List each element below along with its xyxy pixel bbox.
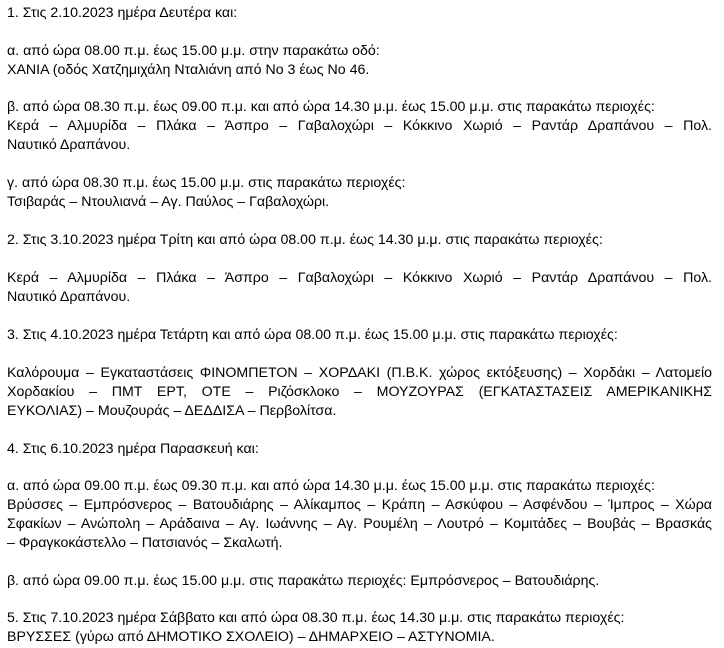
section-1-heading: 1. Στις 2.10.2023 ημέρα Δευτέρα και: bbox=[7, 5, 238, 21]
section-3-heading: 3. Στις 4.10.2023 ημέρα Τετάρτη και από ώρα 08.00 π.μ. έως 15.00 μ.μ. στις παρακάτω περιοχές: bbox=[7, 327, 618, 343]
section-4a-line-3: Σφακίων – Ανώπολη – Αράδαινα – Αγ. Ιωάννης – Αγ. Ρουμέλη – Λουτρό – Κομιτάδες – Βουβάς – Βρασκάς bbox=[7, 516, 712, 532]
section-1c-line-2: Τσιβαράς – Ντουλιανά – Αγ. Παύλος – Γαβαλοχώρι. bbox=[7, 194, 330, 210]
section-1c-line-1: γ. από ώρα 08.30 π.μ. έως 15.00 μ.μ. στις παρακάτω περιοχές: bbox=[7, 175, 406, 191]
section-2-line-1: Κερά – Αλμυρίδα – Πλάκα – Άσπρο – Γαβαλοχώρι – Κόκκινο Χωριό – Ραντάρ Δραπάνου – Πολ. bbox=[7, 270, 712, 286]
section-1b-line-3: Ναυτικό Δραπάνου. bbox=[7, 137, 131, 153]
section-2-heading: 2. Στις 3.10.2023 ημέρα Τρίτη και από ώρα 08.00 π.μ. έως 14.30 μ.μ. στις παρακάτω περιοχές: bbox=[7, 232, 603, 248]
section-4b-line-1: β. από ώρα 09.00 π.μ. έως 15.00 μ.μ. στις παρακάτω περιοχές: Εμπρόσνερος – Βατουδιάρης. bbox=[7, 573, 600, 589]
section-3-line-2: Χορδακίου – ΠΜΤ ΕΡΤ, ΟΤΕ – Ριζόσκλοκο – ΜΟΥΖΟΥΡΑΣ (ΕΓΚΑΤΑΣΤΑΣΕΙΣ ΑΜΕΡΙΚΑΝΙΚΗΣ bbox=[7, 384, 712, 400]
section-3-line-3: ΕΥΚΟΛΙΑΣ) – Μουζουράς – ΔΕΔΔΙΣΑ – Περβολίτσα. bbox=[7, 403, 337, 419]
section-1a-line-1: α. από ώρα 08.00 π.μ. έως 15.00 μ.μ. στην παρακάτω οδό: bbox=[7, 43, 380, 59]
section-1b-line-2: Κερά – Αλμυρίδα – Πλάκα – Άσπρο – Γαβαλοχώρι – Κόκκινο Χωριό – Ραντάρ Δραπάνου – Πολ. bbox=[7, 118, 712, 134]
section-4a-line-1: α. από ώρα 09.00 π.μ. έως 09.30 π.μ. και από ώρα 14.30 μ.μ. έως 15.00 μ.μ. στις παρακάτω περιοχές: bbox=[7, 478, 655, 494]
section-2-line-2: Ναυτικό Δραπάνου. bbox=[7, 289, 131, 305]
section-1a-line-2: ΧΑΝΙΑ (οδός Χατζημιχάλη Νταλιάνη από Νο 3 έως Νο 46. bbox=[7, 62, 370, 78]
section-4a-line-2: Βρύσσες – Εμπρόσνερος – Βατουδιάρης – Αλίκαμπος – Κράπη – Ασκύφου – Ασφένδου – Ίμπρος – Χώρα bbox=[7, 497, 712, 513]
section-4a-line-4: – Φραγκοκάστελλο – Πατσιανός – Σκαλωτή. bbox=[7, 535, 283, 551]
section-5-heading: 5. Στις 7.10.2023 ημέρα Σάββατο και από ώρα 08.30 π.μ. έως 14.30 μ.μ. στις παρακάτω περιοχές: bbox=[7, 610, 625, 626]
section-4-heading: 4. Στις 6.10.2023 ημέρα Παρασκευή και: bbox=[7, 441, 259, 457]
section-3-line-1: Καλόρουμα – Εγκαταστάσεις ΦΙΝΟΜΠΕΤΟΝ – ΧΟΡΔΑΚΙ (Π.Β.Κ. χώρος εκτόξευσης) – Χορδάκι – Λατομείο bbox=[7, 365, 712, 381]
section-5-line-1: ΒΡΥΣΣΕΣ (γύρω από ΔΗΜΟΤΙΚΟ ΣΧΟΛΕΙΟ) – ΔΗΜΑΡΧΕΙΟ – ΑΣΤΥΝΟΜΙΑ. bbox=[7, 629, 495, 645]
section-1b-line-1: β. από ώρα 08.30 π.μ. έως 09.00 π.μ. και από ώρα 14.30 μ.μ. έως 15.00 μ.μ. στις παρακάτω περιοχές: bbox=[7, 99, 655, 115]
